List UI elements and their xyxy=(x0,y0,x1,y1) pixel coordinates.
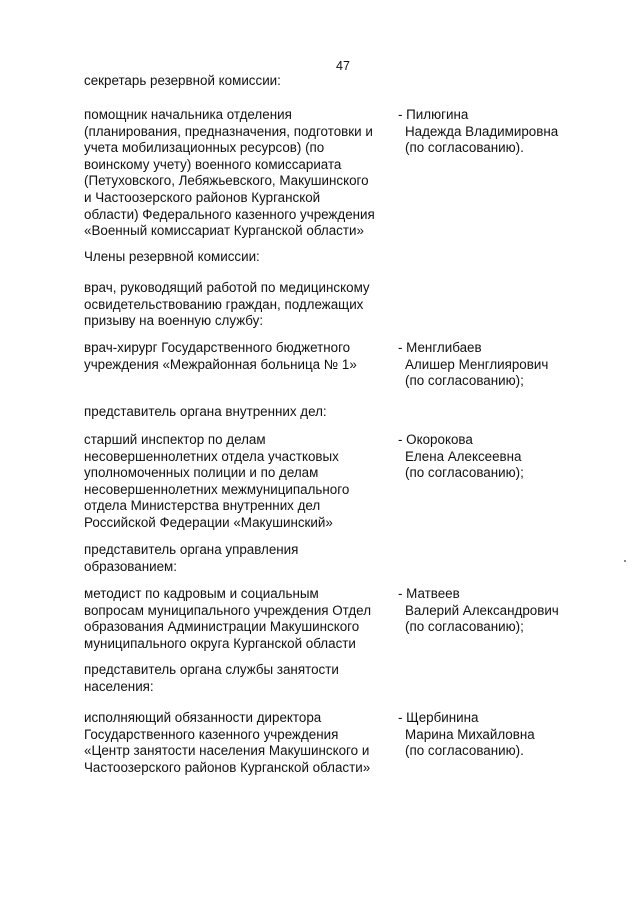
secretary-position xyxy=(84,107,404,240)
police-heading xyxy=(84,404,404,421)
position-line: «Центр занятости населения Макушинского и xyxy=(84,743,370,759)
section-heading: Члены резервной комиссии: xyxy=(84,249,260,264)
person-name: - Окорокова xyxy=(398,432,473,447)
position-line: учета мобилизационных ресурсов) (по xyxy=(84,140,325,156)
secretary-heading xyxy=(84,73,404,90)
person-name: - Матвеев xyxy=(398,586,460,601)
position-line: «Военный комиссариат Курганской области» xyxy=(84,223,364,239)
position-line: Частоозерского районов Курганской области» xyxy=(84,759,371,775)
section-heading: представитель органа службы занятости xyxy=(84,662,339,677)
person-name: - Менглибаев xyxy=(398,340,482,355)
employment-position xyxy=(84,710,404,776)
doctor-person xyxy=(398,340,638,390)
page-number: 47 xyxy=(336,59,350,73)
scan-speck xyxy=(624,560,626,562)
person-name: - Пилюгина xyxy=(398,107,469,122)
secretary-person xyxy=(398,107,638,157)
section-heading: врач, руководящий работой по медицинскому xyxy=(84,280,370,295)
police-position xyxy=(84,432,404,532)
position-line: (Петуховского, Лебяжьевского, Макушинского xyxy=(84,173,369,189)
person-note: (по согласованию). xyxy=(405,743,524,759)
section-heading: населения: xyxy=(84,678,154,694)
position-line: помощник начальника отделения xyxy=(84,107,292,122)
position-line: врач-хирург Государственного бюджетного xyxy=(84,340,351,355)
position-line: методист по кадровым и социальным xyxy=(84,586,319,601)
section-heading: секретарь резервной комиссии: xyxy=(84,73,281,88)
person-name: Елена Алексеевна xyxy=(405,448,522,464)
position-line: исполняющий обязанности директора xyxy=(84,710,322,725)
section-heading: освидетельствованию граждан, подлежащих xyxy=(84,296,364,312)
members-heading-block xyxy=(84,249,404,266)
person-name: Алишер Менглиярович xyxy=(405,356,549,372)
section-heading: призыву на военную службу: xyxy=(84,313,264,329)
position-line: несовершеннолетних межмуниципального xyxy=(84,481,350,497)
person-note: (по согласованию); xyxy=(405,373,524,389)
doctor-position xyxy=(84,340,404,373)
section-heading: представитель органа управления xyxy=(84,542,299,557)
education-position xyxy=(84,586,404,652)
position-line: (планирования, предназначения, подготовки и xyxy=(84,123,373,139)
position-line: Государственного казенного учреждения xyxy=(84,726,339,742)
police-person xyxy=(398,432,638,482)
section-heading: образованием: xyxy=(84,558,177,574)
employment-heading xyxy=(84,662,404,695)
education-heading xyxy=(84,542,404,575)
position-line: воинскому учету) военного комиссариата xyxy=(84,156,342,172)
position-line: старший инспектор по делам xyxy=(84,432,266,447)
section-heading: представитель органа внутренних дел: xyxy=(84,404,327,419)
position-line: уполномоченных полиции и по делам xyxy=(84,465,319,481)
position-line: муниципального округа Курганской области xyxy=(84,635,356,651)
position-line: образования Администрации Макушинского xyxy=(84,619,360,635)
employment-person xyxy=(398,710,638,760)
person-name: - Щербинина xyxy=(398,710,479,725)
person-name: Валерий Александрович xyxy=(405,602,559,618)
person-note: (по согласованию). xyxy=(405,140,524,156)
position-line: и Частоозерского районов Курганской xyxy=(84,189,321,205)
position-line: области) Федерального казенного учреждения xyxy=(84,206,375,222)
position-line: Российской Федерации «Макушинский» xyxy=(84,514,333,530)
person-name: Марина Михайловна xyxy=(405,726,535,742)
person-note: (по согласованию); xyxy=(405,619,524,635)
person-name: Надежда Владимировна xyxy=(405,123,559,139)
person-note: (по согласованию); xyxy=(405,465,524,481)
position-line: учреждения «Межрайонная больница № 1» xyxy=(84,356,357,372)
position-line: несовершеннолетних отдела участковых xyxy=(84,448,339,464)
doctor-heading xyxy=(84,280,404,330)
position-line: отдела Министерства внутренних дел xyxy=(84,498,321,514)
education-person xyxy=(398,586,638,636)
position-line: вопросам муниципального учреждения Отдел xyxy=(84,602,372,618)
